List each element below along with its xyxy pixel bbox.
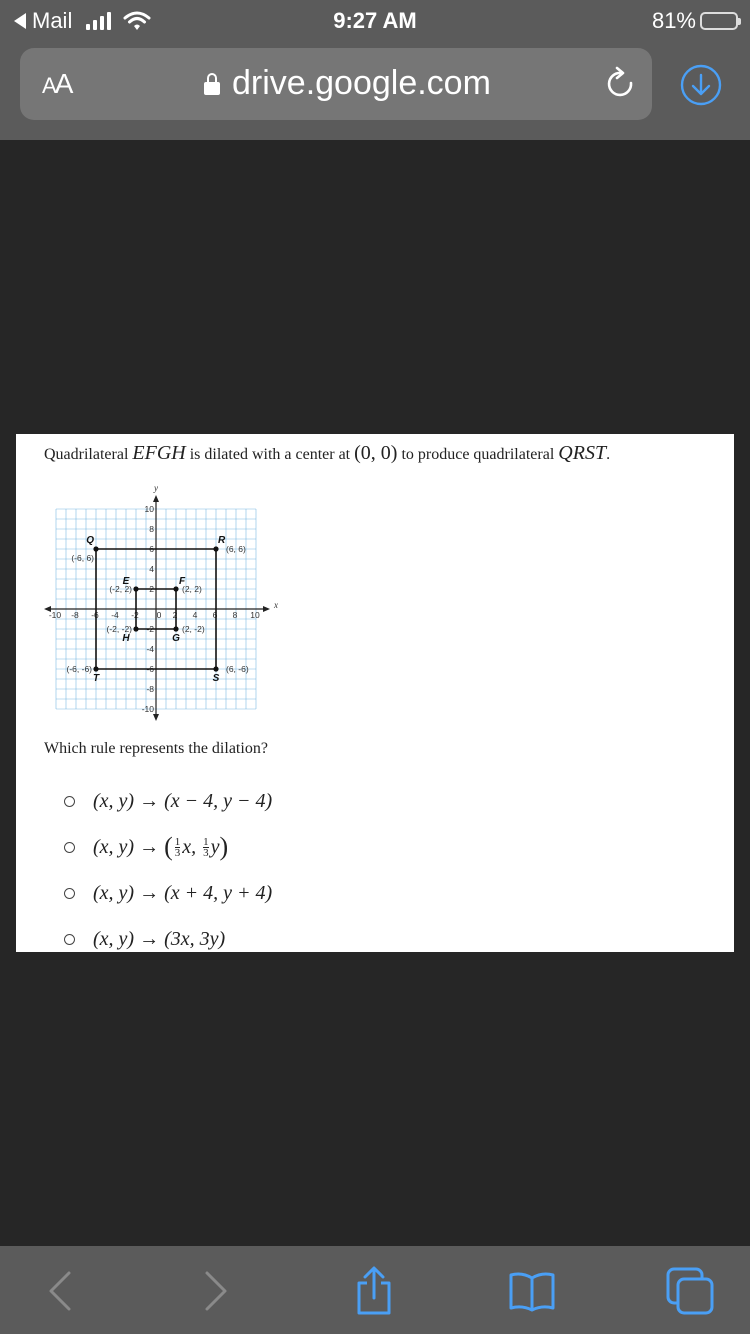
coordinate-label: (-2, 2) bbox=[109, 584, 132, 594]
option-3[interactable] bbox=[64, 870, 272, 916]
back-button[interactable] bbox=[34, 1266, 86, 1316]
vertex-e bbox=[133, 586, 138, 591]
vertex-g bbox=[173, 626, 178, 631]
bottom-toolbar bbox=[0, 1246, 750, 1334]
coordinate-label: (-2, -2) bbox=[106, 624, 132, 634]
radio-button[interactable] bbox=[64, 842, 75, 853]
vertex-label: G bbox=[172, 633, 180, 644]
center-point: (0, 0) bbox=[354, 442, 398, 464]
vertex-label: R bbox=[218, 535, 226, 546]
shape-qrst: QRST bbox=[558, 442, 607, 464]
option-rhs: (x − 4, y − 4) bbox=[164, 789, 273, 812]
option-var-x: x, bbox=[182, 835, 197, 858]
vertex-label: E bbox=[122, 576, 130, 587]
tabs-button[interactable] bbox=[664, 1266, 716, 1316]
browser-chrome bbox=[0, 0, 750, 140]
vertex-h bbox=[133, 626, 138, 631]
reload-icon[interactable] bbox=[604, 66, 638, 102]
vertex-label: F bbox=[179, 576, 186, 587]
fraction: $\frac{1}{3}$ bbox=[203, 835, 209, 859]
vertex-f bbox=[173, 586, 178, 591]
question-pre: Quadrilateral bbox=[44, 446, 133, 463]
y-axis-arrow-icon bbox=[153, 714, 159, 721]
open-paren: ( bbox=[164, 832, 173, 861]
vertex-label: Q bbox=[86, 535, 94, 546]
x-tick-label: 8 bbox=[232, 610, 238, 620]
option-4[interactable] bbox=[64, 916, 272, 962]
coordinate-label: (-6, 6) bbox=[71, 553, 94, 563]
radio-button[interactable] bbox=[64, 888, 75, 899]
coordinate-label: (2, 2) bbox=[182, 584, 202, 594]
coordinate-label: (6, 6) bbox=[226, 544, 246, 554]
arrow-icon: → bbox=[139, 927, 160, 950]
option-var-y: y bbox=[210, 835, 220, 858]
option-lhs: (x, y) bbox=[93, 789, 135, 812]
text-size-button[interactable]: AA bbox=[42, 68, 72, 99]
shape-efgh: EFGH bbox=[132, 442, 186, 464]
x-tick-label: -8 bbox=[71, 610, 79, 620]
forward-button[interactable] bbox=[190, 1266, 242, 1316]
y-tick-label: -4 bbox=[146, 644, 154, 654]
tabs-icon bbox=[665, 1266, 715, 1316]
coordinate-grid-chart bbox=[44, 482, 284, 722]
radio-button[interactable] bbox=[64, 796, 75, 807]
coordinate-label: (-6, -6) bbox=[66, 664, 92, 674]
back-app-label: Mail bbox=[32, 8, 73, 33]
x-tick-label: -2 bbox=[131, 610, 139, 620]
download-icon[interactable] bbox=[680, 64, 722, 106]
option-lhs: (x, y) bbox=[93, 835, 135, 858]
dilation-prompt: Which rule represents the dilation? bbox=[44, 740, 268, 757]
x-tick-label: 2 bbox=[172, 610, 178, 620]
y-tick-label: 8 bbox=[149, 524, 154, 534]
x-axis-arrow-icon bbox=[263, 606, 270, 612]
forward-icon bbox=[201, 1270, 231, 1312]
option-lhs: (x, y) bbox=[93, 927, 135, 950]
x-tick-label: 10 bbox=[250, 610, 260, 620]
y-axis-label: y bbox=[154, 483, 158, 493]
x-tick-label: -6 bbox=[91, 610, 99, 620]
vertex-label: T bbox=[92, 673, 100, 684]
question-mid: is dilated with a center at bbox=[185, 446, 355, 463]
url-field[interactable] bbox=[204, 64, 491, 103]
option-lhs: (x, y) bbox=[93, 881, 135, 904]
y-tick-label: -8 bbox=[146, 684, 154, 694]
fraction: $\frac{1}{3}$ bbox=[174, 835, 181, 859]
y-tick-label: -6 bbox=[146, 664, 154, 674]
vertex-label: H bbox=[122, 633, 130, 644]
y-tick-label: -2 bbox=[146, 624, 154, 634]
battery-icon bbox=[700, 12, 738, 30]
question-end: . bbox=[606, 446, 611, 463]
y-tick-label: -10 bbox=[141, 704, 154, 714]
bookmarks-icon bbox=[507, 1270, 557, 1312]
x-tick-label: -4 bbox=[111, 610, 119, 620]
x-tick-label: 4 bbox=[192, 610, 198, 620]
x-axis-label: x bbox=[274, 600, 278, 610]
arrow-icon: → bbox=[139, 835, 160, 858]
document-page bbox=[16, 434, 734, 952]
answer-options bbox=[64, 778, 272, 962]
bookmarks-button[interactable] bbox=[506, 1266, 558, 1316]
y-tick-label: 6 bbox=[149, 544, 154, 554]
arrow-icon: → bbox=[139, 789, 160, 812]
share-button[interactable] bbox=[348, 1266, 400, 1316]
x-tick-label: 6 bbox=[212, 610, 218, 620]
status-bar bbox=[0, 0, 750, 40]
close-paren: ) bbox=[219, 832, 229, 861]
back-icon bbox=[45, 1270, 75, 1312]
address-bar[interactable] bbox=[20, 48, 652, 120]
radio-button[interactable] bbox=[64, 934, 75, 945]
option-rhs: (x + 4, y + 4) bbox=[164, 881, 273, 904]
y-tick-label: 10 bbox=[144, 504, 154, 514]
y-axis-arrow-icon bbox=[153, 495, 159, 502]
question-post: to produce quadrilateral bbox=[397, 446, 559, 463]
share-icon bbox=[354, 1266, 394, 1316]
lock-icon bbox=[204, 73, 220, 95]
vertex-t bbox=[93, 666, 98, 671]
x-tick-label: 0 bbox=[156, 610, 162, 620]
option-rhs: (3x, 3y) bbox=[164, 927, 226, 950]
vertex-q bbox=[93, 546, 98, 551]
status-time: 9:27 AM bbox=[333, 8, 417, 33]
option-2[interactable] bbox=[64, 824, 272, 870]
question-text bbox=[44, 442, 610, 465]
coordinate-label: (2, -2) bbox=[182, 624, 205, 634]
arrow-icon: → bbox=[139, 881, 160, 904]
vertex-label: S bbox=[212, 673, 220, 684]
y-tick-label: 4 bbox=[149, 564, 154, 574]
x-tick-label: -10 bbox=[48, 610, 62, 620]
coordinate-label: (6, -6) bbox=[226, 664, 249, 674]
domain-text: drive.google.com bbox=[232, 64, 491, 102]
y-tick-label: 2 bbox=[149, 584, 154, 594]
battery-percent: 81% bbox=[651, 8, 696, 33]
vertex-r bbox=[213, 546, 218, 551]
option-1[interactable] bbox=[64, 778, 272, 824]
battery-indicator bbox=[652, 8, 738, 34]
vertex-s bbox=[213, 666, 218, 671]
